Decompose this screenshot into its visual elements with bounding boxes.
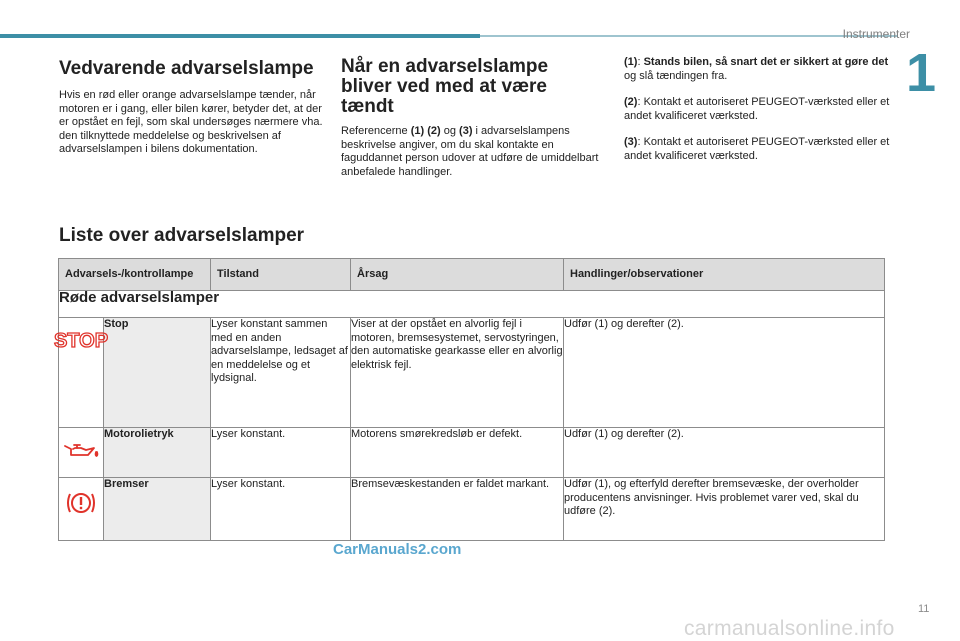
ref-2: (2) [427, 125, 441, 137]
footer-watermark: carmanualsonline.info [684, 617, 895, 640]
reference-item [624, 56, 892, 83]
column-header-state: Tilstand [211, 259, 351, 291]
separator: : [637, 56, 644, 68]
body-text: Referencerne [341, 125, 411, 137]
lamp-name: Bremser [104, 478, 211, 541]
reference-text: Kontakt et autoriseret PEUGEOT-værksted eller et andet kvalificeret værksted. [624, 136, 890, 162]
ref-3: (3) [459, 125, 473, 137]
reference-item [624, 96, 892, 123]
lamp-name: Stop [104, 318, 211, 428]
table-row [59, 478, 885, 541]
icon-cell [59, 478, 104, 541]
lamp-name: Motorolietryk [104, 428, 211, 478]
lamp-cause: Motorens smørekredsløb er defekt. [351, 428, 564, 478]
table-row [59, 318, 885, 428]
column-warning-stays-on [341, 57, 601, 179]
reference-number: (3) [624, 136, 638, 149]
lamp-action: Udfør (1) og derefter (2). [564, 428, 885, 478]
column-header-action: Handlinger/observationer [564, 259, 885, 291]
group-title: Røde advarselslamper [59, 291, 885, 318]
column-reference-legend [624, 56, 892, 177]
table-header-row [59, 259, 885, 291]
warning-lamp-table [53, 258, 885, 541]
column-header-cause: Årsag [351, 259, 564, 291]
column-header-lamp: Advarsels-/kontrollampe [59, 259, 211, 291]
column-persistent-warning [59, 59, 324, 157]
reference-text: Kontakt et autoriseret PEUGEOT-værksted eller et andet kvalificeret værksted. [624, 96, 890, 122]
table-row [59, 428, 885, 478]
icon-cell [53, 318, 109, 428]
reference-text: og slå tændingen fra. [624, 69, 728, 82]
stop-warning-icon [53, 328, 109, 352]
body-text: og [440, 125, 460, 137]
section-title: Når en advarselslampe bliver ved med at være tændt [341, 56, 549, 117]
reference-number: (1) [624, 56, 638, 68]
section-name: Instrumenter [842, 27, 910, 41]
brake-warning-icon [65, 488, 97, 518]
section-title: Vedvarende advarselslampe [59, 58, 314, 79]
chapter-number: 1 [906, 43, 937, 103]
table-group-row [59, 291, 885, 318]
header-accent-bar [0, 34, 480, 38]
section-body: Hvis en rød eller orange advarselslampe tænder, når motoren er i gang, eller bilen kører, betyder det, at der er opstået en fejl, som skal undersøges nærmere vha. den tilknyttede meddelelse og beskrivelsen af advarselslampen i bilens dokumentation. [59, 89, 323, 156]
separator: : [637, 96, 644, 109]
watermark-link[interactable]: CarManuals2.com [333, 541, 462, 558]
separator: : [637, 136, 644, 149]
lamp-action: Udfør (1), og efterfyld derefter bremsevæske, der overholder producentens anvisninger. Hvis problemet varer ved, skal du udføre (2). [564, 478, 885, 541]
page-number: 11 [918, 603, 930, 615]
lamp-action: Udfør (1) og derefter (2). [564, 318, 885, 428]
reference-emphasis: Stands bilen, så snart det er sikkert at gøre det [643, 56, 889, 68]
section-body [341, 125, 601, 179]
lamp-state: Lyser konstant sammen med en anden advarselslampe, ledsaget af en meddelelse og et lydsignal. [211, 318, 351, 428]
reference-item [624, 136, 892, 163]
list-title: Liste over advarselslamper [59, 225, 305, 246]
lamp-cause: Viser at der opstået en alvorlig fejl i motoren, bremsesystemet, servostyringen, den automatiske gearkasse eller en alvorlig elektrisk fejl. [351, 318, 564, 428]
lamp-cause: Bremsevæskestanden er faldet markant. [351, 478, 564, 541]
ref-1: (1) [410, 125, 425, 137]
oil-pressure-icon [62, 440, 100, 460]
svg-text:STOP: STOP [53, 330, 109, 352]
icon-cell [59, 428, 104, 478]
body-text: i advarselslampens beskrivelse angiver, om du skal kontakte en faguddannet person udover at udføre de umiddelbart anbefalede handlinger. [341, 125, 599, 178]
lamp-state: Lyser konstant. [211, 428, 351, 478]
reference-number: (2) [624, 96, 638, 109]
lamp-state: Lyser konstant. [211, 478, 351, 541]
